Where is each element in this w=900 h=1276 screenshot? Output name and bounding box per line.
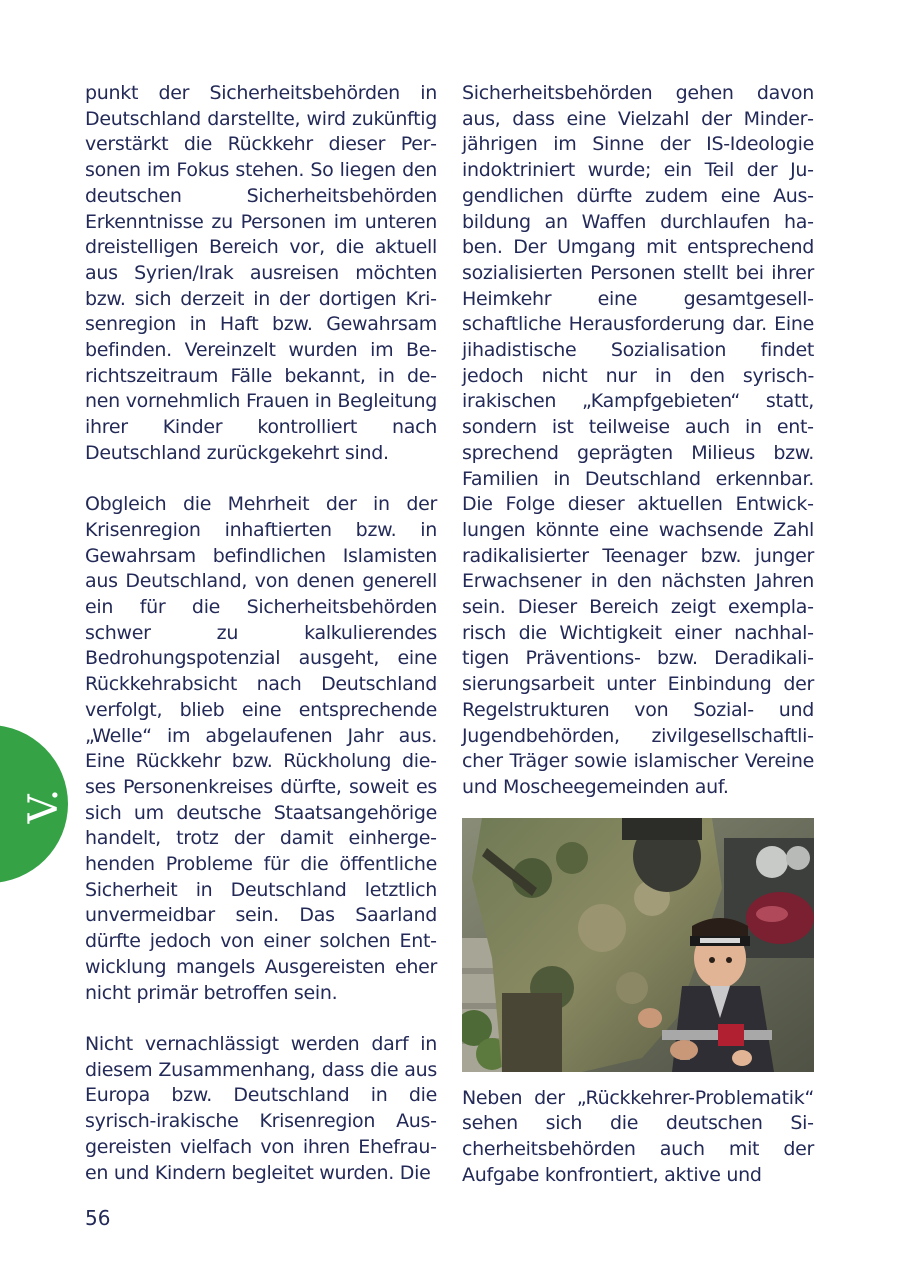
right-column bbox=[462, 81, 814, 1189]
chapter-label: V. bbox=[21, 788, 67, 824]
photo-armed-man-with-child bbox=[462, 818, 814, 1072]
left-column bbox=[85, 81, 437, 1186]
paragraph: Neben der „Rückkehrer-Problematik“ sehen sich die deutschen Sicherheitsbehörden auch mit der Aufgabe konfrontiert, aktive und bbox=[462, 1086, 814, 1186]
paragraph: Obgleich die Mehrheit der in der Krisenregion inhaftierten bzw. in Gewahrsam befindlichen Islamisten aus Deutschland, von denen generell ein für die Sicherheitsbehörden schwer zu kalkulierendes Bedrohungspotenzial ausgeht, eine Rückkehrabsicht nach Deutschland verfolgt, blieb eine entsprechende „Welle“ im abgelaufenen Jahr aus. Eine Rückkehr bzw. Rückholung dieses Personenkreises dürfte, soweit es sich um deutsche Staatsangehörige handelt, trotz der damit einhergehenden Probleme für die öffentliche Sicherheit in Deutschland letztlich unvermeidbar sein. Das Saarland dürfte jedoch von einer solchen Entwicklung mangels Ausgereisten eher nicht primär betroffen sein. bbox=[85, 493, 437, 1004]
page-number: 56 bbox=[85, 1206, 111, 1230]
paragraph: Sicherheitsbehörden gehen davon aus, dass eine Vielzahl der Minderjährigen im Sinne der IS-Ideologie indoktriniert wurde; ein Teil der Jugendlichen dürfte zudem eine Ausbildung an Waffen durchlaufen haben. Der Umgang mit entsprechend sozialisierten Personen stellt bei ihrer Heimkehr eine gesamtgesellschaftliche Herausforderung dar. Eine jihadistische Sozialisation findet jedoch nicht nur in den syrisch-irakischen „Kampfgebieten“ statt, sondern ist teilweise auch in entsprechend geprägten Milieus bzw. Familien in Deutschland erkennbar. Die Folge dieser aktuellen Entwicklungen könnte eine wachsende Zahl radikalisierter Teenager bzw. junger Erwachsener in den nächsten Jahren sein. Dieser Bereich zeigt exemplarisch die Wichtigkeit einer nachhaltigen Präventions- bzw. Deradikalisierungsarbeit unter Einbindung der Regelstrukturen von Sozial- und Jugendbehörden, zivilgesellschaftlicher Träger sowie islamischer Vereine und Moscheegemeinden auf. bbox=[462, 82, 814, 798]
paragraph: punkt der Sicherheitsbehörden in Deutschland darstellte, wird zukünftig verstärkt die Rückkehr dieser Personen im Fokus stehen. So liegen den deutschen Sicherheitsbehörden Erkenntnisse zu Personen im unteren dreistelligen Bereich vor, die aktuell aus Syrien/Irak ausreisen möchten bzw. sich derzeit in der dortigen Krisenregion in Haft bzw. Gewahrsam befinden. Vereinzelt wurden im Berichtszeitraum Fälle bekannt, in denen vornehmlich Frauen in Begleitung ihrer Kinder kontrolliert nach Deutschland zurückgekehrt sind. bbox=[85, 82, 437, 464]
paragraph: Nicht vernachlässigt werden darf in diesem Zusammenhang, dass die aus Europa bzw. Deutschland in die syrisch-irakische Krisenregion Ausgereisten vielfach von ihren Ehefrauen und Kindern begleitet wurden. Die bbox=[85, 1032, 437, 1184]
